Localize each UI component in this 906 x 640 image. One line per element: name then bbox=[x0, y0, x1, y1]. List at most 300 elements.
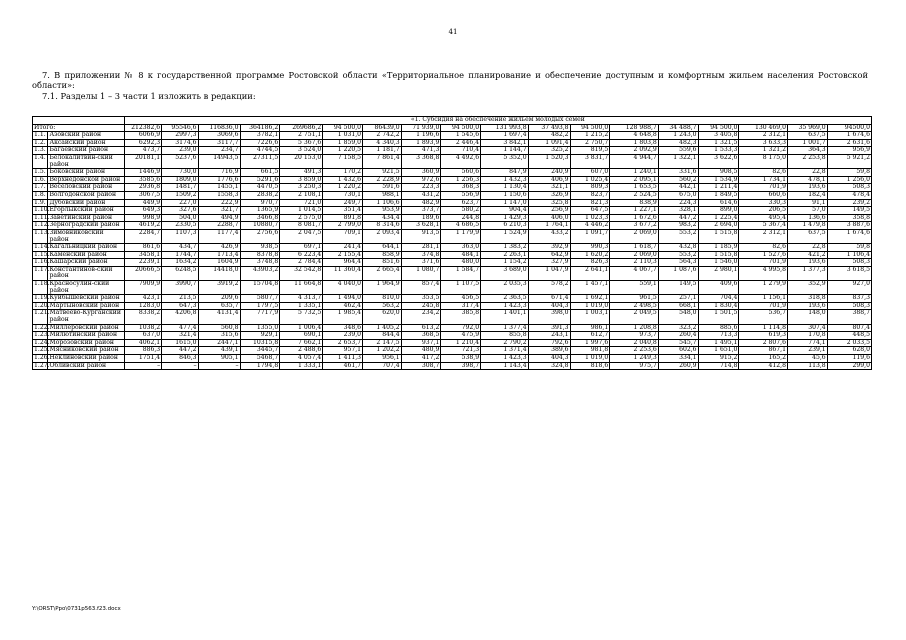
district-name: Боковский район bbox=[48, 169, 124, 177]
cell-value: 1 546,0 bbox=[698, 259, 739, 267]
cell-value: 447,2 bbox=[658, 214, 698, 222]
district-name: Миллеровский район bbox=[48, 324, 124, 332]
cell-value: 730,0 bbox=[162, 169, 198, 177]
row-number: 1.18. bbox=[33, 281, 48, 295]
cell-value: 388,7 bbox=[827, 310, 871, 324]
table-row bbox=[33, 229, 872, 243]
row-number: 1.16. bbox=[34, 258, 50, 266]
cell-value: 1 534,9 bbox=[698, 176, 739, 184]
cell-value: 1038,2 bbox=[124, 324, 162, 332]
row-number: 1.3. bbox=[33, 147, 48, 155]
cell-value: 1 401,1 bbox=[481, 310, 528, 324]
total-value: 364186,2 bbox=[240, 124, 280, 132]
cell-value: 710,4 bbox=[441, 147, 481, 155]
cell-value: 956,9 bbox=[827, 147, 871, 155]
cell-value: 578,2 bbox=[528, 281, 570, 295]
cell-value: 223,3 bbox=[401, 184, 441, 192]
cell-value: 2 524,5 bbox=[610, 191, 659, 199]
district-name: Кашарский район bbox=[48, 259, 124, 267]
district-name: Белокалитвин-ский район bbox=[48, 154, 124, 168]
table-row bbox=[33, 154, 872, 168]
row-number: 1.13. bbox=[33, 229, 48, 243]
cell-value: 119,6 bbox=[827, 355, 871, 363]
cell-value: 886,3 bbox=[124, 347, 162, 355]
cell-value: 8338,2 bbox=[124, 310, 162, 324]
cell-value: 1 672,6 bbox=[610, 214, 659, 222]
cell-value: 6 223,4 bbox=[280, 251, 323, 259]
cell-value: 2 147,5 bbox=[363, 339, 402, 347]
cell-value: 2 253,8 bbox=[787, 154, 827, 168]
cell-value: 245,8 bbox=[401, 302, 441, 310]
cell-value: 1558,3 bbox=[198, 191, 240, 199]
cell-value: 321,4 bbox=[162, 332, 198, 340]
cell-value: 504,0 bbox=[162, 214, 198, 222]
cell-value: 619,3 bbox=[739, 332, 788, 340]
cell-value: 908,5 bbox=[698, 169, 739, 177]
cell-value: 2 488,6 bbox=[280, 347, 323, 355]
row-number: 1.5. bbox=[33, 169, 48, 177]
cell-value: 2 363,5 bbox=[481, 295, 528, 303]
cell-value: 972,6 bbox=[401, 176, 441, 184]
cell-value: 4 648,8 bbox=[610, 132, 659, 140]
cell-value: 1 371,4 bbox=[481, 347, 528, 355]
cell-value: 32 542,8 bbox=[280, 266, 323, 280]
cell-value: 2 665,4 bbox=[363, 266, 402, 280]
total-value: 128 988,7 bbox=[610, 124, 659, 132]
cell-value: 1809,0 bbox=[162, 176, 198, 184]
cell-value: 241,4 bbox=[323, 244, 363, 252]
cell-value: 3 677,2 bbox=[610, 222, 659, 230]
cell-value: 482,2 bbox=[528, 132, 570, 140]
cell-value: 716,9 bbox=[198, 169, 240, 177]
district-name: Веселовский район bbox=[48, 184, 124, 192]
cell-value: 823,7 bbox=[570, 191, 610, 199]
cell-value: 697,1 bbox=[280, 244, 323, 252]
cell-value: 2 751,1 bbox=[280, 132, 323, 140]
cell-value: 612,7 bbox=[570, 332, 610, 340]
cell-value: 456,5 bbox=[441, 295, 481, 303]
cell-value: 1 377,3 bbox=[787, 266, 827, 280]
cell-value: 308,7 bbox=[401, 362, 441, 370]
cell-value: 3 859,0 bbox=[280, 176, 323, 184]
subsidy-table bbox=[32, 116, 872, 370]
cell-value: 385,8 bbox=[441, 310, 481, 324]
cell-value: 222,9 bbox=[198, 199, 240, 207]
cell-value: 239,0 bbox=[162, 147, 198, 155]
cell-value: 1794,8 bbox=[240, 362, 280, 370]
cell-value: 494,9 bbox=[198, 214, 240, 222]
district-name: Мясниковский район bbox=[48, 347, 124, 355]
district-name: Неклиновский район bbox=[48, 355, 124, 363]
cell-value: 1 383,2 bbox=[481, 244, 528, 252]
cell-value: 3748,8 bbox=[240, 259, 280, 267]
cell-value: 5 921,2 bbox=[827, 154, 871, 168]
cell-value: 563,2 bbox=[363, 302, 402, 310]
cell-value: 709,1 bbox=[323, 229, 363, 243]
cell-value: 1 377,4 bbox=[481, 324, 528, 332]
cell-value: 15704,8 bbox=[240, 281, 280, 295]
total-value: 35 969,0 bbox=[787, 124, 827, 132]
cell-value: 113,8 bbox=[787, 362, 827, 370]
cell-value: 4062,1 bbox=[124, 339, 162, 347]
cell-value: 5468,7 bbox=[240, 355, 280, 363]
row-number: 1.14. bbox=[34, 243, 50, 251]
cell-value: 323,2 bbox=[658, 324, 698, 332]
district-name: Мартыновский район bbox=[48, 302, 124, 310]
cell-value: 1 515,8 bbox=[698, 251, 739, 259]
cell-value: 8 175,0 bbox=[739, 154, 788, 168]
table-section-title: «1. Субсидия на обеспечение жильем молодых семей bbox=[124, 117, 871, 125]
cell-value: 2 092,9 bbox=[610, 147, 659, 155]
cell-value: 2 799,0 bbox=[323, 222, 363, 230]
cell-value: 2 790,2 bbox=[481, 339, 528, 347]
cell-value: 20666,5 bbox=[124, 266, 162, 280]
cell-value: 730,1 bbox=[323, 191, 363, 199]
cell-value: 904,4 bbox=[481, 207, 528, 215]
cell-value: 1713,4 bbox=[198, 251, 240, 259]
district-name: Матвеево-Курганский район bbox=[48, 310, 124, 324]
cell-value: 1 211,4 bbox=[698, 184, 739, 192]
cell-value: 1 240,1 bbox=[610, 169, 659, 177]
cell-value: 1 524,9 bbox=[481, 229, 528, 243]
cell-value: 1 006,4 bbox=[280, 324, 323, 332]
cell-value: 484,1 bbox=[441, 251, 481, 259]
cell-value: 244,8 bbox=[441, 214, 481, 222]
total-value: 269686,2 bbox=[280, 124, 323, 132]
paragraph-amendment: 7. В приложении № 8 к государственной программе Ростовской области «Территориальное планирование и обеспечение доступным и комфортным жильем населения Ростовской области»: bbox=[32, 70, 868, 90]
cell-value: 239,1 bbox=[787, 347, 827, 355]
cell-value: 807,4 bbox=[827, 324, 871, 332]
row-number: 1.4. bbox=[33, 154, 48, 168]
cell-value: 721,0 bbox=[280, 199, 323, 207]
cell-value: 315,6 bbox=[198, 332, 240, 340]
total-value: 94 500,0 bbox=[323, 124, 363, 132]
total-label: Итого: bbox=[33, 124, 125, 132]
district-name: Куйбышевский район bbox=[48, 295, 124, 303]
cell-value: 713,3 bbox=[698, 332, 739, 340]
cell-value: 2 498,5 bbox=[610, 302, 659, 310]
cell-value: 20181,1 bbox=[124, 154, 162, 168]
cell-value: 792,6 bbox=[528, 339, 570, 347]
cell-value: 553,2 bbox=[658, 229, 698, 243]
cell-value: 1355,0 bbox=[240, 324, 280, 332]
cell-value: 1 144,7 bbox=[481, 147, 528, 155]
cell-value: 477,4 bbox=[162, 324, 198, 332]
cell-value: 899,0 bbox=[698, 207, 739, 215]
cell-value: 406,0 bbox=[528, 214, 570, 222]
cell-value: 647,3 bbox=[162, 302, 198, 310]
cell-value: 391,3 bbox=[528, 324, 570, 332]
district-name: Каменский район bbox=[48, 251, 124, 259]
cell-value: 404,3 bbox=[528, 302, 570, 310]
cell-value: – bbox=[124, 362, 162, 370]
cell-value: 317,4 bbox=[441, 302, 481, 310]
cell-value: 434,4 bbox=[363, 214, 402, 222]
cell-value: 27311,5 bbox=[240, 154, 280, 168]
cell-value: 915,2 bbox=[698, 355, 739, 363]
cell-value: 956,1 bbox=[363, 355, 402, 363]
cell-value: 861,6 bbox=[124, 244, 162, 252]
cell-value: 149,5 bbox=[658, 281, 698, 295]
cell-value: 1 130,4 bbox=[481, 184, 528, 192]
cell-value: 1 023,3 bbox=[570, 214, 610, 222]
cell-value: 3067,5 bbox=[124, 191, 162, 199]
cell-value: 243,1 bbox=[528, 332, 570, 340]
cell-value: 1 156,1 bbox=[739, 295, 788, 303]
cell-value: 6 210,3 bbox=[481, 222, 528, 230]
cell-value: 1 154,2 bbox=[481, 259, 528, 267]
cell-value: 239,2 bbox=[827, 199, 871, 207]
cell-value: 1 734,1 bbox=[739, 176, 788, 184]
cell-value: 2 069,0 bbox=[610, 229, 659, 243]
table-row bbox=[33, 266, 872, 280]
cell-value: 1 964,9 bbox=[363, 281, 402, 295]
cell-value: 614,6 bbox=[698, 199, 739, 207]
cell-value: 421,2 bbox=[787, 251, 827, 259]
cell-value: 837,3 bbox=[827, 295, 871, 303]
cell-value: 1 849,5 bbox=[698, 191, 739, 199]
district-name: Азовский район bbox=[48, 132, 124, 140]
cell-value: 1 014,5 bbox=[280, 207, 323, 215]
cell-value: 165,2 bbox=[739, 355, 788, 363]
cell-value: 961,5 bbox=[610, 295, 659, 303]
cell-value: 2 049,5 bbox=[610, 310, 659, 324]
cell-value: 2 263,1 bbox=[481, 251, 528, 259]
cell-value: 417,2 bbox=[401, 355, 441, 363]
cell-value: 475,9 bbox=[441, 332, 481, 340]
cell-value: 3 842,1 bbox=[481, 139, 528, 147]
cell-value: 193,6 bbox=[787, 302, 827, 310]
cell-value: 538,9 bbox=[441, 355, 481, 363]
cell-value: 1 618,7 bbox=[610, 244, 659, 252]
cell-value: 1 697,4 bbox=[481, 132, 528, 140]
cell-value: 4131,4 bbox=[198, 310, 240, 324]
cell-value: 20 153,0 bbox=[280, 154, 323, 168]
cell-value: 1 322,1 bbox=[658, 154, 698, 168]
cell-value: 325,2 bbox=[528, 147, 570, 155]
cell-value: 1 208,8 bbox=[610, 324, 659, 332]
cell-value: 5237,6 bbox=[162, 154, 198, 168]
cell-value: 353,5 bbox=[401, 295, 441, 303]
cell-value: 637,0 bbox=[124, 332, 162, 340]
cell-value: 560,6 bbox=[441, 169, 481, 177]
cell-value: 701,9 bbox=[739, 184, 788, 192]
cell-value: 774,1 bbox=[787, 339, 827, 347]
cell-value: 1615,0 bbox=[162, 339, 198, 347]
total-value: 94 500,0 bbox=[698, 124, 739, 132]
cell-value: 1 432,6 bbox=[323, 176, 363, 184]
cell-value: 921,5 bbox=[363, 169, 402, 177]
cell-value: 553,2 bbox=[658, 251, 698, 259]
cell-value: 5807,7 bbox=[240, 295, 280, 303]
cell-value: 675,0 bbox=[658, 191, 698, 199]
file-path-footer: Y:\ORST\Ppo\0731p563.f23.docx bbox=[32, 606, 121, 612]
cell-value: 482,9 bbox=[401, 199, 441, 207]
cell-value: 998,9 bbox=[124, 214, 162, 222]
cell-value: 4 057,4 bbox=[280, 355, 323, 363]
cell-value: 913,5 bbox=[401, 229, 441, 243]
cell-value: 7226,6 bbox=[240, 139, 280, 147]
cell-value: 3 618,5 bbox=[827, 266, 871, 280]
cell-value: 318,8 bbox=[787, 295, 827, 303]
cell-value: 661,5 bbox=[240, 169, 280, 177]
cell-value: 821,3 bbox=[570, 199, 610, 207]
cell-value: 2 807,6 bbox=[739, 339, 788, 347]
cell-value: 2330,5 bbox=[162, 222, 198, 230]
cell-value: 193,6 bbox=[787, 259, 827, 267]
cell-value: 1 997,6 bbox=[570, 339, 610, 347]
cell-value: 1 107,5 bbox=[441, 281, 481, 295]
cell-value: 7 662,1 bbox=[280, 339, 323, 347]
total-value: 116836,0 bbox=[198, 124, 240, 132]
cell-value: 368,3 bbox=[441, 184, 481, 192]
cell-value: 2447,1 bbox=[198, 339, 240, 347]
district-name: Егорлыкский район bbox=[48, 207, 124, 215]
cell-value: 1 479,8 bbox=[787, 222, 827, 230]
cell-value: 256,9 bbox=[528, 207, 570, 215]
cell-value: 3 831,7 bbox=[570, 154, 610, 168]
cell-value: 6248,5 bbox=[162, 266, 198, 280]
cell-value: 149,5 bbox=[827, 207, 871, 215]
cell-value: 373,7 bbox=[401, 207, 441, 215]
cell-value: 234,2 bbox=[401, 310, 441, 324]
cell-value: 4470,5 bbox=[240, 184, 280, 192]
cell-value: 426,9 bbox=[198, 244, 240, 252]
cell-value: 45,6 bbox=[787, 355, 827, 363]
cell-value: 249,7 bbox=[323, 199, 363, 207]
cell-value: 473,7 bbox=[124, 147, 162, 155]
cell-value: 6292,3 bbox=[124, 139, 162, 147]
total-value: 130 469,0 bbox=[739, 124, 788, 132]
cell-value: 649,3 bbox=[124, 207, 162, 215]
cell-value: 82,6 bbox=[739, 244, 788, 252]
cell-value: 990,3 bbox=[570, 244, 610, 252]
district-name: Аксайский район bbox=[48, 139, 124, 147]
cell-value: 371,6 bbox=[401, 259, 441, 267]
cell-value: 560,8 bbox=[198, 324, 240, 332]
cell-value: 1 859,0 bbox=[323, 139, 363, 147]
cell-value: 3585,6 bbox=[124, 176, 162, 184]
cell-value: 4 492,6 bbox=[441, 154, 481, 168]
cell-value: 1 181,7 bbox=[363, 147, 402, 155]
row-number: 1.25. bbox=[34, 346, 50, 354]
cell-value: 3 524,0 bbox=[280, 147, 323, 155]
cell-value: 3 689,0 bbox=[481, 266, 528, 280]
cell-value: 1 080,7 bbox=[401, 266, 441, 280]
cell-value: 3919,2 bbox=[198, 281, 240, 295]
cell-value: 637,5 bbox=[787, 229, 827, 243]
row-number: 1.9. bbox=[33, 199, 48, 207]
total-value: 94 500,0 bbox=[570, 124, 610, 132]
total-value: 94500,0 bbox=[827, 124, 871, 132]
cell-value: 462,4 bbox=[323, 302, 363, 310]
cell-value: 1 423,3 bbox=[481, 355, 528, 363]
cell-value: 22,8 bbox=[787, 169, 827, 177]
cell-value: 1 279,9 bbox=[739, 281, 788, 295]
cell-value: 508,3 bbox=[827, 259, 871, 267]
cell-value: 5 367,4 bbox=[739, 222, 788, 230]
cell-value: 189,6 bbox=[401, 214, 441, 222]
cell-value: 1751,4 bbox=[124, 355, 162, 363]
cell-value: 1 533,3 bbox=[698, 147, 739, 155]
total-value: 94 500,0 bbox=[441, 124, 481, 132]
cell-value: 330,3 bbox=[739, 199, 788, 207]
cell-value: 351,4 bbox=[323, 207, 363, 215]
table-section-title-row bbox=[33, 117, 872, 125]
cell-value: 7717,9 bbox=[240, 310, 280, 324]
cell-value: 970,7 bbox=[240, 199, 280, 207]
cell-value: 1604,9 bbox=[198, 259, 240, 267]
cell-value: 938,5 bbox=[240, 244, 280, 252]
cell-value: 671,4 bbox=[528, 295, 570, 303]
cell-value: 826,3 bbox=[570, 259, 610, 267]
cell-value: 234,7 bbox=[198, 147, 240, 155]
cell-value: 1 150,6 bbox=[481, 191, 528, 199]
table-title-gap bbox=[33, 117, 125, 125]
cell-value: 846,3 bbox=[162, 355, 198, 363]
cell-value: 1744,7 bbox=[162, 251, 198, 259]
cell-value: 363,0 bbox=[441, 244, 481, 252]
cell-value: 59,8 bbox=[827, 244, 871, 252]
cell-value: 2838,2 bbox=[240, 191, 280, 199]
cell-value: 22,8 bbox=[787, 244, 827, 252]
cell-value: 1 584,7 bbox=[441, 266, 481, 280]
cell-value: 957,1 bbox=[323, 347, 363, 355]
cell-value: 480,9 bbox=[401, 347, 441, 355]
cell-value: 3782,1 bbox=[240, 132, 280, 140]
row-number: 1.12. bbox=[34, 221, 50, 229]
row-number: 1.1. bbox=[33, 132, 48, 140]
district-name: Багаевский район bbox=[48, 147, 124, 155]
row-number: 1.17. bbox=[33, 266, 48, 280]
cell-value: 1 501,5 bbox=[698, 310, 739, 324]
cell-value: 7909,9 bbox=[124, 281, 162, 295]
cell-value: 11 664,8 bbox=[280, 281, 323, 295]
cell-value: 2 095,1 bbox=[610, 176, 659, 184]
cell-value: 1 243,0 bbox=[658, 132, 698, 140]
cell-value: 348,6 bbox=[323, 324, 363, 332]
cell-value: 2284,7 bbox=[124, 229, 162, 243]
cell-value: 855,8 bbox=[481, 332, 528, 340]
district-name: Морозовский район bbox=[48, 339, 124, 347]
cell-value: 3990,7 bbox=[162, 281, 198, 295]
cell-value: 2 253,6 bbox=[610, 347, 659, 355]
cell-value: 851,6 bbox=[363, 259, 402, 267]
cell-value: 2 108,1 bbox=[280, 191, 323, 199]
cell-value: 170,8 bbox=[787, 332, 827, 340]
cell-value: 3445,7 bbox=[240, 347, 280, 355]
cell-value: 3 250,3 bbox=[280, 184, 323, 192]
row-number: 1.27. bbox=[34, 361, 50, 369]
cell-value: 975,7 bbox=[610, 362, 659, 370]
cell-value: 668,1 bbox=[658, 302, 698, 310]
district-name: Милютинский район bbox=[48, 332, 124, 340]
cell-value: 299,0 bbox=[827, 362, 871, 370]
page-number: 41 bbox=[448, 28, 458, 36]
cell-value: 623,7 bbox=[441, 199, 481, 207]
cell-value: 8 314,6 bbox=[363, 222, 402, 230]
cell-value: 2756,6 bbox=[240, 229, 280, 243]
cell-value: 858,9 bbox=[363, 251, 402, 259]
cell-value: 324,8 bbox=[528, 362, 570, 370]
cell-value: 442,1 bbox=[658, 184, 698, 192]
cell-value: 206,5 bbox=[739, 207, 788, 215]
cell-value: – bbox=[198, 362, 240, 370]
cell-value: 1 545,6 bbox=[441, 132, 481, 140]
cell-value: 3 887,6 bbox=[827, 222, 871, 230]
cell-value: 43903,2 bbox=[240, 266, 280, 280]
cell-value: 2 641,1 bbox=[570, 266, 610, 280]
